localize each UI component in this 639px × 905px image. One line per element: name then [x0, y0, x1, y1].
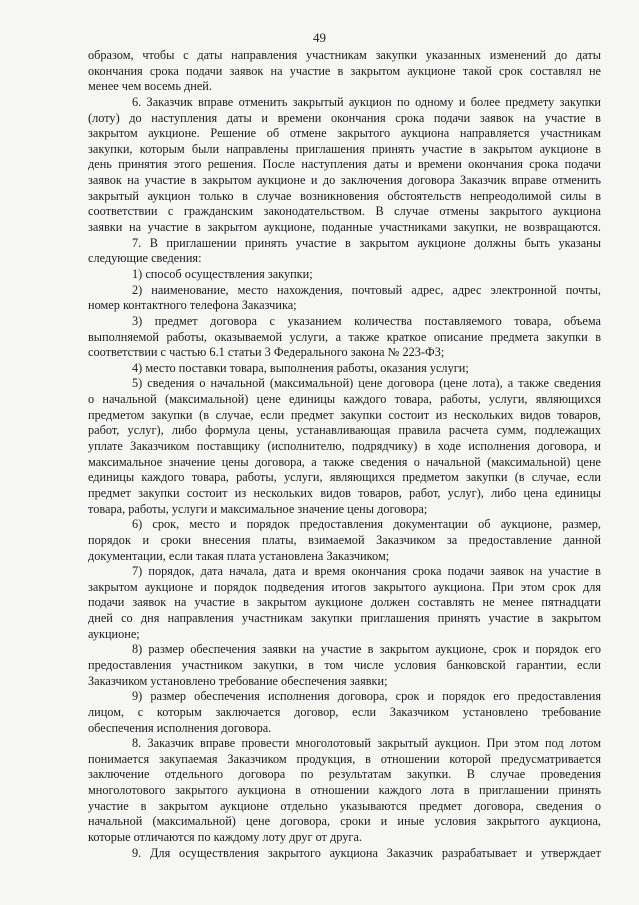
text-line: 5) сведения о начальной (максимальной) цене договора (цене лота), а также сведения	[132, 376, 601, 391]
document-body	[88, 48, 601, 861]
text-line: понимается закупаемая Заказчиком продукция, в отношении которой предусматривается	[88, 751, 601, 766]
text-line: менее чем восемь дней.	[88, 79, 212, 94]
text-line: 8) размер обеспечения заявки на участие в закрытом аукционе, срок и порядок его	[132, 642, 601, 657]
text-line: день принятия этого решения. После наступления даты и времени окончания срока подачи	[88, 157, 601, 172]
text-line: номер контактного телефона Заказчика;	[88, 298, 297, 313]
text-line: закрытом аукционе. Решение об отмене закрытого аукциона направляется участникам	[88, 126, 601, 141]
text-line: порядок и сроки внесения платы, взимаемой Заказчиком за предоставление данной	[88, 532, 601, 547]
text-line: предмет закупки состоит из нескольких видов товаров, работ, услуг), либо цена единицы	[88, 485, 601, 500]
text-line: многолотового закрытого аукциона в отношении каждого лота в приглашении принять	[88, 783, 601, 798]
text-line: 6. Заказчик вправе отменить закрытый аукцион по одному и более предмету закупки	[132, 94, 601, 109]
page-number: 49	[313, 30, 326, 45]
text-line: аукционе;	[88, 626, 140, 641]
text-line: начальной (максимальной) цене договора, сроки и иные условия закрытого аукциона,	[88, 814, 601, 829]
text-line: подачи заявок на участие в закрытом аукционе должен составлять не менее пятнадцати	[88, 595, 601, 610]
text-line: соответствии с частью 6.1 статьи 3 Федерального закона № 223-ФЗ;	[88, 345, 445, 360]
text-line: 2) наименование, место нахождения, почтовый адрес, адрес электронной почты,	[132, 282, 601, 297]
text-line: заявки на участие в закрытом аукционе, поданные участниками закупки, не возвращаются.	[88, 220, 601, 235]
text-line: которые отличаются по каждому лоту друг от друга.	[88, 830, 362, 845]
text-line: предметом закупки (в случае, если предмет закупки состоит из нескольких видов товаров,	[88, 407, 601, 422]
text-line: документации, если такая плата установлена Заказчиком;	[88, 548, 390, 563]
text-line: 6) срок, место и порядок предоставления документации об аукционе, размер,	[132, 517, 601, 532]
text-line: следующие сведения:	[88, 251, 202, 266]
text-line: закупки, которым были направлены приглашения принять участие в закрытом аукционе в	[88, 141, 601, 156]
text-line: заключение отдельного договора по результатам закупки. В случае проведения	[88, 767, 601, 782]
text-line: 8. Заказчик вправе провести многолотовый закрытый аукцион. При этом под лотом	[132, 736, 601, 751]
text-line: Заказчиком установлено требование обеспечения заявки;	[88, 673, 388, 688]
text-line: максимальное значение цены договора, а также сведения о начальной (максимальной) цене	[88, 454, 601, 469]
text-line: единицы каждого товара, работы, услуги, являющихся предметом закупки (в случае, если	[88, 470, 601, 485]
text-line: работ, услуг), либо формула цены, устанавливающая правила расчета сумм, подлежащих	[88, 423, 601, 438]
text-line: уплате Заказчиком поставщику (исполнителю, подрядчику) в ходе исполнения договора, и	[88, 439, 601, 454]
text-line: 1) способ осуществления закупки;	[132, 266, 313, 281]
text-line: окончания срока подачи заявок на участие в закрытом аукционе такой срок составлял не	[88, 63, 601, 78]
text-line: обеспечения исполнения договора.	[88, 720, 272, 735]
text-line: 7) порядок, дата начала, дата и время окончания срока подачи заявок на участие в	[132, 564, 601, 579]
text-line: 9) размер обеспечения исполнения договора, срок и порядок его предоставления	[132, 689, 601, 704]
text-line: образом, чтобы с даты направления участникам закупки указанных изменений до даты	[88, 48, 601, 62]
text-line: о начальной (максимальной) цене единицы каждого товара, работы, услуги, являющихся	[88, 392, 601, 407]
text-line: соответствии с гражданским законодательством. В случае отмены закрытого аукциона	[88, 204, 601, 219]
text-line: 3) предмет договора с указанием количества поставляемого товара, объема	[132, 313, 601, 328]
text-line: (лоту) до наступления даты и времени окончания срока подачи заявок на участие в	[88, 110, 601, 125]
text-line: 4) место поставки товара, выполнения работы, оказания услуги;	[132, 360, 469, 375]
text-line: заявок на участие в закрытом аукционе и до заключения договора Заказчик вправе отменить	[88, 173, 601, 188]
text-line: закрытом аукционе и порядок подведения итогов закрытого аукциона. При этом срок для	[88, 579, 601, 594]
text-line: закрытый аукцион только в случае возникновения обстоятельств непреодолимой силы в	[88, 188, 601, 203]
text-line: участие в закрытом аукционе отдельно указываются предмет договора, сведения о	[88, 798, 601, 813]
text-line: предоставления участником закупки, в том числе условия банковской гарантии, если	[88, 657, 601, 672]
text-line: 9. Для осуществления закрытого аукциона Заказчик разрабатывает и утверждает	[132, 845, 601, 860]
text-line: дней со дня направления участникам закупки приглашения принять участие в закрытом	[88, 611, 601, 626]
text-line: 7. В приглашении принять участие в закрытом аукционе должны быть указаны	[132, 235, 601, 250]
text-line: товара, работы, услуги и максимальное значение цены договора;	[88, 501, 428, 516]
text-line: выполняемой работы, оказываемой услуги, а также краткое описание предмета закупки в	[88, 329, 601, 344]
text-line: лицом, с которым заключается договор, если Заказчиком установлено требование	[88, 704, 601, 719]
